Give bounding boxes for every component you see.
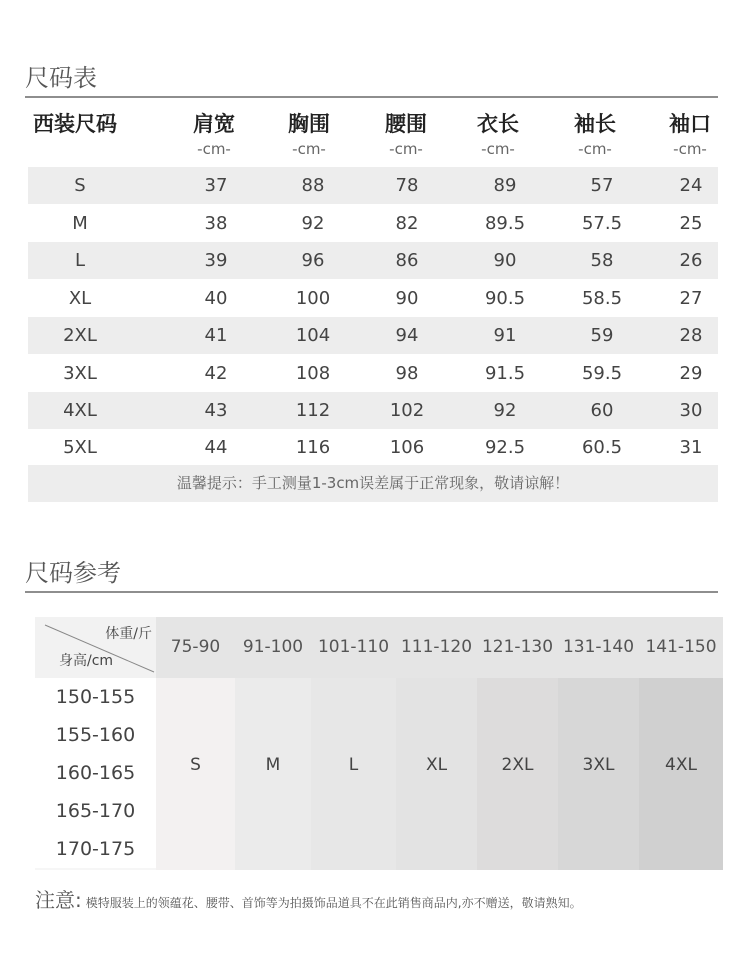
note [35,884,582,913]
header-col [178,108,250,158]
recommended-size: S [190,755,201,775]
size-cell: L [74,250,86,271]
measurement-cell: 39 [204,250,228,271]
measurement-cell: 27 [679,288,703,309]
header-unit: -cm- [673,140,707,158]
measurement-cell: 41 [204,325,228,346]
measurement-cell: 28 [679,325,703,346]
measurement-cell: 90 [493,250,517,271]
measurement-cell: 96 [301,250,325,271]
size-reference-table [35,617,723,870]
measurement-tip: 温馨提示：手工测量1-3cm误差属于正常现象，敬请谅解！ [28,465,718,502]
measurement-cell: 38 [204,213,228,234]
measurement-cell: 37 [204,175,228,196]
weight-range-header: 141-150 [645,637,717,657]
measurement-cell: 86 [395,250,419,271]
header-label: 衣长 [477,112,519,136]
measurement-cell: 43 [204,400,228,421]
recommended-size: L [348,755,359,775]
measurement-cell: 116 [295,437,331,458]
measurement-cell: 89 [493,175,517,196]
header-label: 腰围 [385,112,427,136]
weight-range-header: 75-90 [170,637,221,657]
header-unit: -cm- [197,140,231,158]
header-unit: -cm- [292,140,326,158]
measurement-cell: 90.5 [484,288,526,309]
measurement-cell: 112 [295,400,331,421]
measurement-cell: 40 [204,288,228,309]
divider [25,591,718,593]
size-cell: M [72,213,88,234]
size-cell: 4XL [63,400,97,421]
header-col [370,108,442,158]
recommended-size: XL [425,755,448,775]
divider [25,96,718,98]
size-table-header [28,108,718,164]
measurement-cell: 44 [204,437,228,458]
size-cell: 3XL [63,363,97,384]
header-label: 袖口 [669,112,711,136]
size-chart-title: 尺码表 [25,64,97,92]
size-cell: S [74,175,86,196]
measurement-cell: 91.5 [484,363,526,384]
height-range-cell: 170-175 [35,830,156,868]
header-label: 袖长 [574,112,616,136]
measurement-cell: 106 [389,437,425,458]
size-cell: XL [68,288,92,309]
measurement-cell: 25 [679,213,703,234]
measurement-cell: 30 [679,400,703,421]
measurement-cell: 104 [295,325,331,346]
header-col [654,108,726,158]
header-unit: -cm- [578,140,612,158]
measurement-cell: 78 [395,175,419,196]
recommended-size: M [265,755,281,775]
measurement-cell: 59.5 [581,363,623,384]
measurement-cell: 108 [295,363,331,384]
note-label: 注意: [35,888,82,912]
measurement-cell: 24 [679,175,703,196]
measurement-cell: 57 [590,175,614,196]
diagonal-header-cell [35,617,156,678]
measurement-cell: 82 [395,213,419,234]
measurement-cell: 94 [395,325,419,346]
measurement-cell: 42 [204,363,228,384]
table-row [28,392,718,429]
measurement-cell: 57.5 [581,213,623,234]
height-range-cell: 160-165 [35,754,156,792]
measurement-cell: 58.5 [581,288,623,309]
header-col [559,108,631,158]
note-text: 模特服装上的领蕴花、腰带、首饰等为拍摄饰品道具不在此销售商品内,亦不赠送，敬请熟知。 [85,896,582,910]
weight-range-header: 131-140 [562,637,635,657]
measurement-cell: 31 [679,437,703,458]
header-col [273,108,345,158]
header-unit: -cm- [389,140,423,158]
table-row [28,167,718,204]
size-cell: 2XL [63,325,97,346]
table-row [28,429,718,466]
measurement-cell: 59 [590,325,614,346]
header-label: 肩宽 [193,112,235,136]
measurement-cell: 90 [395,288,419,309]
height-range-cell: 155-160 [35,716,156,754]
table-row [28,280,718,317]
header-suit-size: 西装尺码 [33,112,117,136]
measurement-cell: 92.5 [484,437,526,458]
recommended-size: 4XL [665,755,697,775]
measurement-cell: 88 [301,175,325,196]
height-axis-label: 身高/cm [59,653,114,669]
weight-range-header: 111-120 [400,637,473,657]
table-row [28,355,718,392]
table-row [28,317,718,354]
recommended-size: 2XL [501,755,534,775]
measurement-cell: 60 [590,400,614,421]
weight-range-header: 121-130 [481,637,554,657]
measurement-cell: 89.5 [484,213,526,234]
measurement-cell: 98 [395,363,419,384]
table-row [28,205,718,242]
size-cell: 5XL [63,437,97,458]
measurement-cell: 29 [679,363,703,384]
measurement-cell: 92 [493,400,517,421]
measurement-cell: 100 [295,288,331,309]
table-row [28,242,718,279]
measurement-cell: 91 [493,325,517,346]
measurement-cell: 58 [590,250,614,271]
weight-range-header: 101-110 [317,637,390,657]
height-range-cell: 165-170 [35,792,156,830]
header-col [462,108,534,158]
height-range-cell: 150-155 [35,678,156,716]
measurement-cell: 102 [389,400,425,421]
measurement-cell: 60.5 [581,437,623,458]
weight-axis-label: 体重/斤 [105,626,152,642]
measurement-cell: 92 [301,213,325,234]
size-reference-title: 尺码参考 [25,559,121,587]
header-unit: -cm- [481,140,515,158]
header-label: 胸围 [288,112,330,136]
recommended-size: 3XL [582,755,615,775]
weight-range-header: 91-100 [242,637,304,657]
measurement-cell: 26 [679,250,703,271]
